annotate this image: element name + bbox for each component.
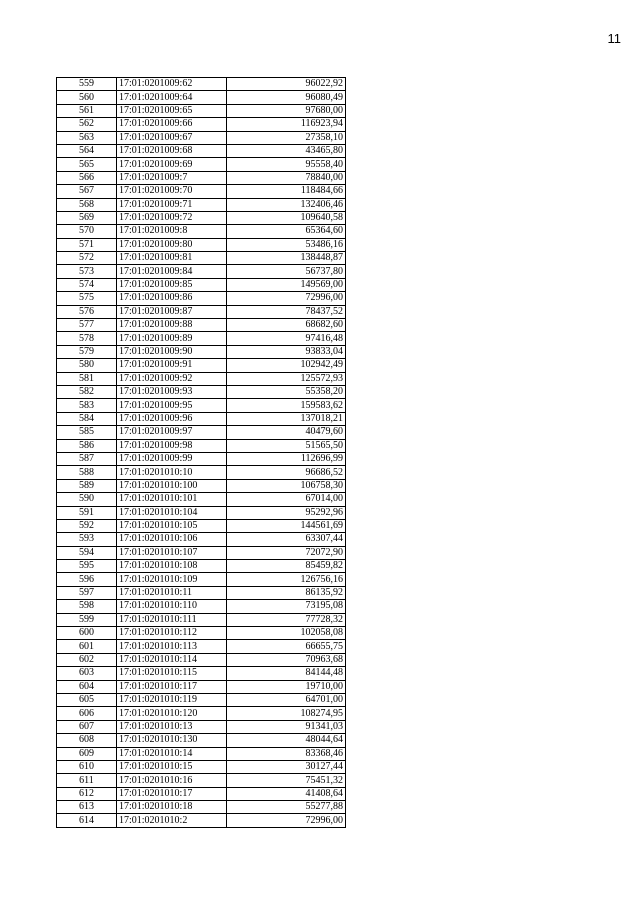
value-cell: 70963,68 xyxy=(227,653,346,666)
value-cell: 159583,62 xyxy=(227,399,346,412)
value-cell: 19710,00 xyxy=(227,680,346,693)
row-number-cell: 573 xyxy=(57,265,117,278)
row-number-cell: 597 xyxy=(57,586,117,599)
value-cell: 77728,32 xyxy=(227,613,346,626)
value-cell: 85459,82 xyxy=(227,560,346,573)
row-number-cell: 586 xyxy=(57,439,117,452)
row-number-cell: 605 xyxy=(57,693,117,706)
table-row xyxy=(57,693,346,706)
table-row xyxy=(57,91,346,104)
value-cell: 138448,87 xyxy=(227,252,346,265)
row-number-cell: 611 xyxy=(57,774,117,787)
cadastral-number-cell: 17:01:0201010:109 xyxy=(117,573,227,586)
row-number-cell: 610 xyxy=(57,760,117,773)
row-number-cell: 585 xyxy=(57,426,117,439)
row-number-cell: 588 xyxy=(57,466,117,479)
row-number-cell: 598 xyxy=(57,600,117,613)
row-number-cell: 561 xyxy=(57,104,117,117)
value-cell: 72996,00 xyxy=(227,292,346,305)
row-number-cell: 612 xyxy=(57,787,117,800)
table-row xyxy=(57,198,346,211)
row-number-cell: 565 xyxy=(57,158,117,171)
table-row xyxy=(57,345,346,358)
row-number-cell: 564 xyxy=(57,144,117,157)
table-row xyxy=(57,439,346,452)
table-row xyxy=(57,801,346,814)
value-cell: 27358,10 xyxy=(227,131,346,144)
table-row xyxy=(57,653,346,666)
cadastral-number-cell: 17:01:0201009:68 xyxy=(117,144,227,157)
table-row xyxy=(57,385,346,398)
table-row xyxy=(57,319,346,332)
cadastral-number-cell: 17:01:0201009:71 xyxy=(117,198,227,211)
cadastral-number-cell: 17:01:0201009:81 xyxy=(117,252,227,265)
value-cell: 30127,44 xyxy=(227,760,346,773)
row-number-cell: 592 xyxy=(57,519,117,532)
value-cell: 125572,93 xyxy=(227,372,346,385)
table-row xyxy=(57,774,346,787)
row-number-cell: 559 xyxy=(57,78,117,91)
cadastral-number-cell: 17:01:0201009:86 xyxy=(117,292,227,305)
value-cell: 56737,80 xyxy=(227,265,346,278)
value-cell: 64701,00 xyxy=(227,693,346,706)
row-number-cell: 591 xyxy=(57,506,117,519)
table-row xyxy=(57,332,346,345)
table-row xyxy=(57,573,346,586)
cadastral-number-cell: 17:01:0201010:107 xyxy=(117,546,227,559)
table-row xyxy=(57,118,346,131)
row-number-cell: 579 xyxy=(57,345,117,358)
value-cell: 126756,16 xyxy=(227,573,346,586)
value-cell: 97416,48 xyxy=(227,332,346,345)
cadastral-number-cell: 17:01:0201009:80 xyxy=(117,238,227,251)
value-cell: 68682,60 xyxy=(227,319,346,332)
row-number-cell: 603 xyxy=(57,667,117,680)
value-cell: 95292,96 xyxy=(227,506,346,519)
cadastral-number-cell: 17:01:0201010:105 xyxy=(117,519,227,532)
row-number-cell: 563 xyxy=(57,131,117,144)
value-cell: 149569,00 xyxy=(227,278,346,291)
cadastral-number-cell: 17:01:0201010:11 xyxy=(117,586,227,599)
row-number-cell: 602 xyxy=(57,653,117,666)
cadastral-number-cell: 17:01:0201009:65 xyxy=(117,104,227,117)
table-row xyxy=(57,78,346,91)
cadastral-number-cell: 17:01:0201009:97 xyxy=(117,426,227,439)
row-number-cell: 569 xyxy=(57,211,117,224)
cadastral-number-cell: 17:01:0201010:108 xyxy=(117,560,227,573)
cadastral-number-cell: 17:01:0201009:84 xyxy=(117,265,227,278)
value-cell: 78437,52 xyxy=(227,305,346,318)
cadastral-number-cell: 17:01:0201010:18 xyxy=(117,801,227,814)
row-number-cell: 587 xyxy=(57,452,117,465)
cadastral-number-cell: 17:01:0201009:87 xyxy=(117,305,227,318)
cadastral-number-cell: 17:01:0201009:88 xyxy=(117,319,227,332)
table-row xyxy=(57,613,346,626)
table-row xyxy=(57,546,346,559)
cadastral-number-cell: 17:01:0201009:95 xyxy=(117,399,227,412)
cadastral-number-cell: 17:01:0201010:15 xyxy=(117,760,227,773)
data-table xyxy=(56,77,346,828)
table-row xyxy=(57,238,346,251)
cadastral-number-cell: 17:01:0201010:10 xyxy=(117,466,227,479)
table-row xyxy=(57,506,346,519)
row-number-cell: 582 xyxy=(57,385,117,398)
row-number-cell: 601 xyxy=(57,640,117,653)
table-row xyxy=(57,720,346,733)
cadastral-number-cell: 17:01:0201010:16 xyxy=(117,774,227,787)
row-number-cell: 607 xyxy=(57,720,117,733)
value-cell: 63307,44 xyxy=(227,533,346,546)
row-number-cell: 572 xyxy=(57,252,117,265)
cadastral-number-cell: 17:01:0201010:120 xyxy=(117,707,227,720)
table-row xyxy=(57,760,346,773)
value-cell: 75451,32 xyxy=(227,774,346,787)
row-number-cell: 580 xyxy=(57,359,117,372)
value-cell: 86135,92 xyxy=(227,586,346,599)
table-row xyxy=(57,265,346,278)
cadastral-number-cell: 17:01:0201010:13 xyxy=(117,720,227,733)
row-number-cell: 590 xyxy=(57,493,117,506)
row-number-cell: 584 xyxy=(57,412,117,425)
value-cell: 96080,49 xyxy=(227,91,346,104)
value-cell: 95558,40 xyxy=(227,158,346,171)
cadastral-number-cell: 17:01:0201010:117 xyxy=(117,680,227,693)
value-cell: 91341,03 xyxy=(227,720,346,733)
cadastral-number-cell: 17:01:0201009:96 xyxy=(117,412,227,425)
value-cell: 40479,60 xyxy=(227,426,346,439)
table-row xyxy=(57,144,346,157)
table-row xyxy=(57,252,346,265)
cadastral-number-cell: 17:01:0201010:130 xyxy=(117,734,227,747)
table-row xyxy=(57,560,346,573)
row-number-cell: 571 xyxy=(57,238,117,251)
cadastral-number-cell: 17:01:0201010:2 xyxy=(117,814,227,827)
table-row xyxy=(57,225,346,238)
row-number-cell: 593 xyxy=(57,533,117,546)
value-cell: 144561,69 xyxy=(227,519,346,532)
row-number-cell: 604 xyxy=(57,680,117,693)
row-number-cell: 594 xyxy=(57,546,117,559)
cadastral-number-cell: 17:01:0201010:119 xyxy=(117,693,227,706)
value-cell: 53486,16 xyxy=(227,238,346,251)
table-row xyxy=(57,399,346,412)
table-row xyxy=(57,479,346,492)
table-row xyxy=(57,600,346,613)
cadastral-number-cell: 17:01:0201010:17 xyxy=(117,787,227,800)
row-number-cell: 583 xyxy=(57,399,117,412)
row-number-cell: 566 xyxy=(57,171,117,184)
row-number-cell: 576 xyxy=(57,305,117,318)
value-cell: 72072,90 xyxy=(227,546,346,559)
value-cell: 118484,66 xyxy=(227,185,346,198)
cadastral-number-cell: 17:01:0201009:7 xyxy=(117,171,227,184)
cadastral-number-cell: 17:01:0201010:101 xyxy=(117,493,227,506)
table-row xyxy=(57,131,346,144)
cadastral-number-cell: 17:01:0201010:114 xyxy=(117,653,227,666)
cadastral-number-cell: 17:01:0201009:89 xyxy=(117,332,227,345)
table-row xyxy=(57,211,346,224)
cadastral-number-cell: 17:01:0201010:113 xyxy=(117,640,227,653)
row-number-cell: 600 xyxy=(57,627,117,640)
value-cell: 84144,48 xyxy=(227,667,346,680)
table-row xyxy=(57,292,346,305)
cadastral-number-cell: 17:01:0201010:110 xyxy=(117,600,227,613)
cadastral-number-cell: 17:01:0201010:100 xyxy=(117,479,227,492)
table-row xyxy=(57,493,346,506)
value-cell: 65364,60 xyxy=(227,225,346,238)
table-row xyxy=(57,640,346,653)
value-cell: 67014,00 xyxy=(227,493,346,506)
row-number-cell: 599 xyxy=(57,613,117,626)
value-cell: 106758,30 xyxy=(227,479,346,492)
cadastral-number-cell: 17:01:0201010:115 xyxy=(117,667,227,680)
cadastral-number-cell: 17:01:0201009:92 xyxy=(117,372,227,385)
value-cell: 97680,00 xyxy=(227,104,346,117)
cadastral-number-cell: 17:01:0201009:70 xyxy=(117,185,227,198)
table-row xyxy=(57,412,346,425)
table-row xyxy=(57,680,346,693)
row-number-cell: 568 xyxy=(57,198,117,211)
table-row xyxy=(57,466,346,479)
cadastral-number-cell: 17:01:0201010:111 xyxy=(117,613,227,626)
cadastral-number-cell: 17:01:0201009:69 xyxy=(117,158,227,171)
table-row xyxy=(57,814,346,827)
table-row xyxy=(57,747,346,760)
value-cell: 102942,49 xyxy=(227,359,346,372)
table-row xyxy=(57,372,346,385)
value-cell: 78840,00 xyxy=(227,171,346,184)
row-number-cell: 614 xyxy=(57,814,117,827)
row-number-cell: 575 xyxy=(57,292,117,305)
value-cell: 132406,46 xyxy=(227,198,346,211)
table-row xyxy=(57,627,346,640)
table-row xyxy=(57,586,346,599)
value-cell: 108274,95 xyxy=(227,707,346,720)
row-number-cell: 574 xyxy=(57,278,117,291)
cadastral-number-cell: 17:01:0201009:91 xyxy=(117,359,227,372)
value-cell: 43465,80 xyxy=(227,144,346,157)
cadastral-number-cell: 17:01:0201010:104 xyxy=(117,506,227,519)
row-number-cell: 596 xyxy=(57,573,117,586)
value-cell: 83368,46 xyxy=(227,747,346,760)
row-number-cell: 589 xyxy=(57,479,117,492)
table-row xyxy=(57,359,346,372)
table-row xyxy=(57,305,346,318)
cadastral-number-cell: 17:01:0201009:99 xyxy=(117,452,227,465)
value-cell: 112696,99 xyxy=(227,452,346,465)
cadastral-number-cell: 17:01:0201009:90 xyxy=(117,345,227,358)
table-row xyxy=(57,734,346,747)
row-number-cell: 581 xyxy=(57,372,117,385)
cadastral-number-cell: 17:01:0201009:93 xyxy=(117,385,227,398)
row-number-cell: 613 xyxy=(57,801,117,814)
value-cell: 41408,64 xyxy=(227,787,346,800)
value-cell: 73195,08 xyxy=(227,600,346,613)
row-number-cell: 609 xyxy=(57,747,117,760)
value-cell: 72996,00 xyxy=(227,814,346,827)
cadastral-number-cell: 17:01:0201010:112 xyxy=(117,627,227,640)
table-row xyxy=(57,667,346,680)
row-number-cell: 567 xyxy=(57,185,117,198)
cadastral-number-cell: 17:01:0201009:62 xyxy=(117,78,227,91)
value-cell: 66655,75 xyxy=(227,640,346,653)
value-cell: 116923,94 xyxy=(227,118,346,131)
cadastral-number-cell: 17:01:0201009:66 xyxy=(117,118,227,131)
row-number-cell: 608 xyxy=(57,734,117,747)
row-number-cell: 578 xyxy=(57,332,117,345)
table-row xyxy=(57,452,346,465)
cadastral-number-cell: 17:01:0201010:106 xyxy=(117,533,227,546)
value-cell: 96686,52 xyxy=(227,466,346,479)
cadastral-number-cell: 17:01:0201009:64 xyxy=(117,91,227,104)
table-row xyxy=(57,171,346,184)
value-cell: 51565,50 xyxy=(227,439,346,452)
cadastral-number-cell: 17:01:0201009:72 xyxy=(117,211,227,224)
cadastral-number-cell: 17:01:0201009:67 xyxy=(117,131,227,144)
table-row xyxy=(57,426,346,439)
table-row xyxy=(57,519,346,532)
value-cell: 102058,08 xyxy=(227,627,346,640)
table-row xyxy=(57,104,346,117)
page-number: 11 xyxy=(607,31,621,46)
value-cell: 48044,64 xyxy=(227,734,346,747)
row-number-cell: 560 xyxy=(57,91,117,104)
row-number-cell: 570 xyxy=(57,225,117,238)
cadastral-number-cell: 17:01:0201010:14 xyxy=(117,747,227,760)
table-row xyxy=(57,787,346,800)
value-cell: 93833,04 xyxy=(227,345,346,358)
cadastral-number-cell: 17:01:0201009:8 xyxy=(117,225,227,238)
table-row xyxy=(57,533,346,546)
row-number-cell: 562 xyxy=(57,118,117,131)
value-cell: 109640,58 xyxy=(227,211,346,224)
table-body xyxy=(57,78,346,828)
value-cell: 55277,88 xyxy=(227,801,346,814)
row-number-cell: 606 xyxy=(57,707,117,720)
value-cell: 96022,92 xyxy=(227,78,346,91)
table-row xyxy=(57,185,346,198)
cadastral-number-cell: 17:01:0201009:98 xyxy=(117,439,227,452)
row-number-cell: 577 xyxy=(57,319,117,332)
table-row xyxy=(57,278,346,291)
value-cell: 55358,20 xyxy=(227,385,346,398)
cadastral-number-cell: 17:01:0201009:85 xyxy=(117,278,227,291)
table-row xyxy=(57,707,346,720)
value-cell: 137018,21 xyxy=(227,412,346,425)
row-number-cell: 595 xyxy=(57,560,117,573)
table-row xyxy=(57,158,346,171)
